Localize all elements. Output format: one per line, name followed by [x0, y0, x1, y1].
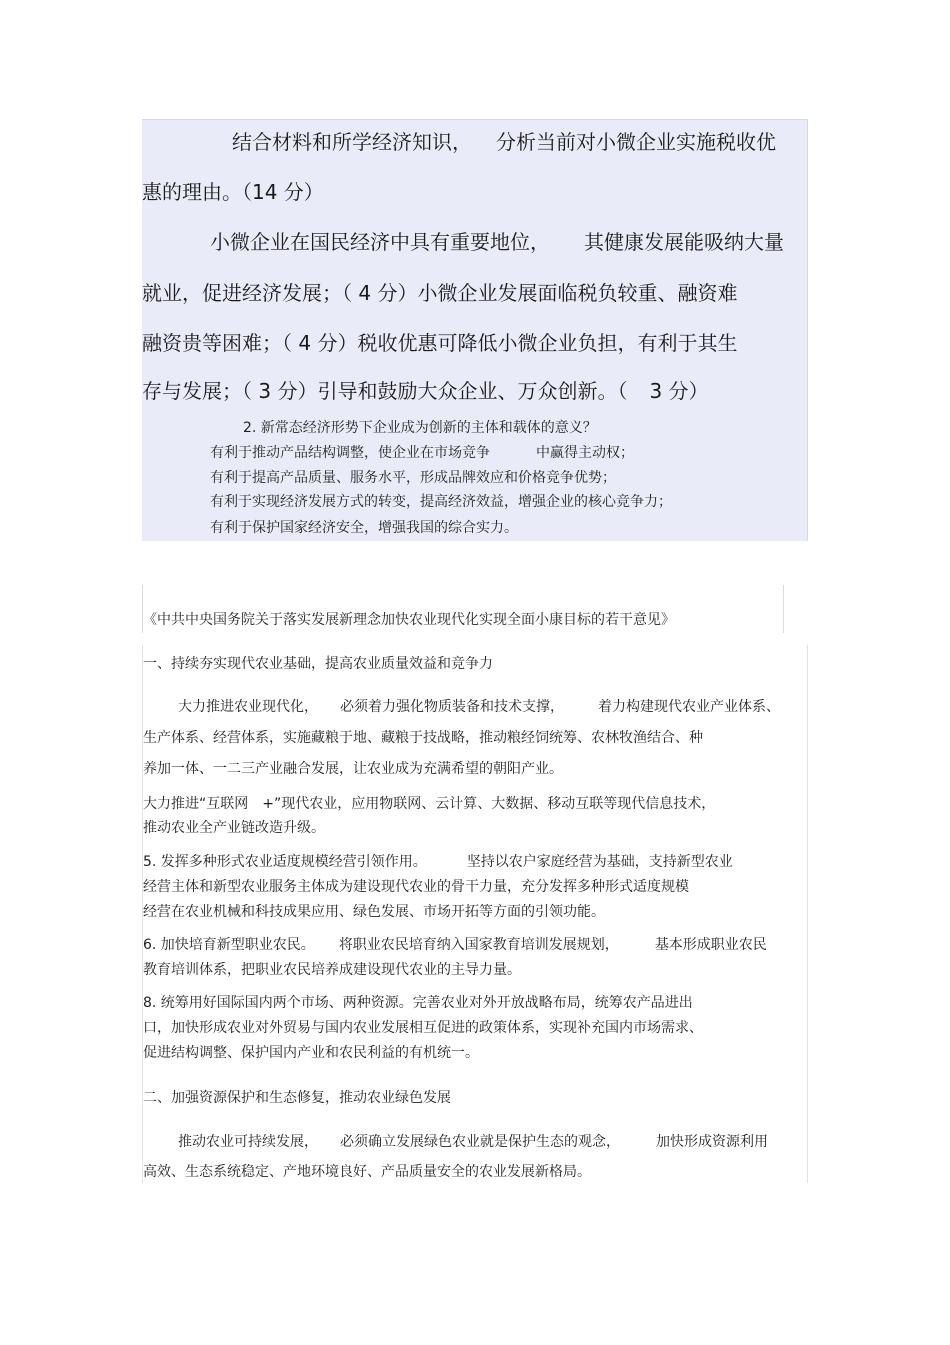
para-4-line-1 — [143, 935, 767, 955]
para-1-line-3: 养加一体、一二三产业融合发展，让农业成为充满希望的朝阳产业。 — [143, 761, 563, 777]
doc-heading-box — [142, 585, 784, 633]
para-3-line-1 — [143, 852, 733, 872]
q2-point-2: 有利于提高产品质量、服务水平，形成品牌效应和价格竞争优势； — [210, 470, 616, 486]
para-4-line-1c: 基本形成职业农民 — [654, 937, 767, 953]
q1-line-1b: 分析当前对小微企业实施税收优 — [496, 130, 776, 154]
a1-line-2: 就业，促进经济发展；（ 4 分）小微企业发展面临税负较重、融资难 — [142, 281, 738, 305]
para-3-line-1a: 5. 发挥多种形式农业适度规模经营引领作用。 — [143, 854, 427, 870]
qa-highlight-box — [142, 119, 808, 541]
para-2-line-1: 大力推进“互联网 +”现代农业，应用物联网、云计算、大数据、移动互联等现代信息技术， — [143, 796, 716, 812]
para-1-line-2: 生产体系、经营体系，实施藏粮于地、藏粮于技战略，推动粮经饲统筹、农林牧渔结合、种 — [143, 730, 703, 746]
para-3-line-1b: 坚持以农户家庭经营为基础，支持新型农业 — [466, 854, 733, 870]
a1-line-4 — [142, 377, 709, 405]
para-1-line-1c: 着力构建现代农业产业体系、 — [598, 699, 780, 715]
para-5-line-3: 促进结构调整、保护国内产业和农民利益的有机统一。 — [143, 1045, 479, 1061]
a1-line-3: 融资贵等困难；（ 4 分）税收优惠可降低小微企业负担，有利于其生 — [142, 331, 738, 355]
q2-point-1 — [210, 443, 634, 463]
para-5-line-1: 8. 统筹用好国际国内两个市场、两种资源。完善农业对外开放战略布局，统筹农产品进出 — [143, 995, 693, 1011]
q2-point-1b: 中赢得主动权； — [536, 445, 634, 461]
para-6-line-2: 高效、生态系统稳定、产地环境良好、产品质量安全的农业发展新格局。 — [143, 1164, 591, 1180]
para-4-line-1a: 6. 加快培育新型职业农民。 — [143, 937, 315, 953]
q2-point-4: 有利于保护国家经济安全，增强我国的综合实力。 — [210, 520, 518, 536]
a1-line-1b: 其健康发展能吸纳大量 — [584, 230, 784, 254]
doc-heading: 《中共中央国务院关于落实发展新理念加快农业现代化实现全面小康目标的若干意见》 — [143, 612, 675, 628]
para-1-line-1a: 大力推进农业现代化， — [178, 699, 318, 715]
a1-line-1 — [210, 228, 784, 256]
para-6-line-1a: 推动农业可持续发展， — [178, 1134, 318, 1150]
para-5-line-2: 口，加快形成农业对外贸易与国内农业发展相互促进的政策体系，实现补充国内市场需求、 — [143, 1020, 703, 1036]
q1-line-1a: 结合材料和所学经济知识， — [232, 130, 472, 154]
section-2-heading: 二、加强资源保护和生态修复，推动农业绿色发展 — [143, 1090, 451, 1106]
para-1-line-1 — [178, 697, 780, 717]
para-6-line-1c: 加快形成资源利用 — [656, 1134, 768, 1150]
para-3-line-2: 经营主体和新型农业服务主体成为建设现代农业的骨干力量，充分发挥多种形式适度规模 — [143, 879, 689, 895]
a1-line-4a: 存与发展；（ 3 分）引导和鼓励大众企业、万众创新。（ — [142, 379, 628, 403]
para-1-line-1b: 必须着力强化物质装备和技术支撑， — [340, 699, 564, 715]
q2-title: 2. 新常态经济形势下企业成为创新的主体和载体的意义？ — [243, 420, 597, 436]
q2-point-1a: 有利于推动产品结构调整，使企业在市场竞争 — [210, 445, 490, 461]
a1-line-4b: 3 分） — [649, 379, 709, 403]
para-6-line-1b: 必须确立发展绿色农业就是保护生态的观念， — [340, 1134, 620, 1150]
q1-line-1 — [232, 128, 776, 156]
section-1-heading: 一、持续夯实现代农业基础，提高农业质量效益和竞争力 — [143, 656, 493, 672]
para-4-line-2: 教育培训体系，把职业农民培养成建设现代农业的主导力量。 — [143, 962, 521, 978]
a1-line-1a: 小微企业在国民经济中具有重要地位， — [210, 230, 550, 254]
para-6-line-1 — [178, 1132, 768, 1152]
para-4-line-1b: 将职业农民培育纳入国家教育培训发展规划， — [338, 937, 619, 953]
q1-line-2: 惠的理由。（14 分） — [142, 180, 324, 204]
para-3-line-3: 经营在农业机械和科技成果应用、绿色发展、市场开拓等方面的引领功能。 — [143, 904, 605, 920]
doc-body-box — [142, 645, 808, 1183]
q2-point-3: 有利于实现经济发展方式的转变，提高经济效益，增强企业的核心竞争力； — [210, 494, 672, 510]
para-2-line-2: 推动农业全产业链改造升级。 — [143, 820, 325, 836]
